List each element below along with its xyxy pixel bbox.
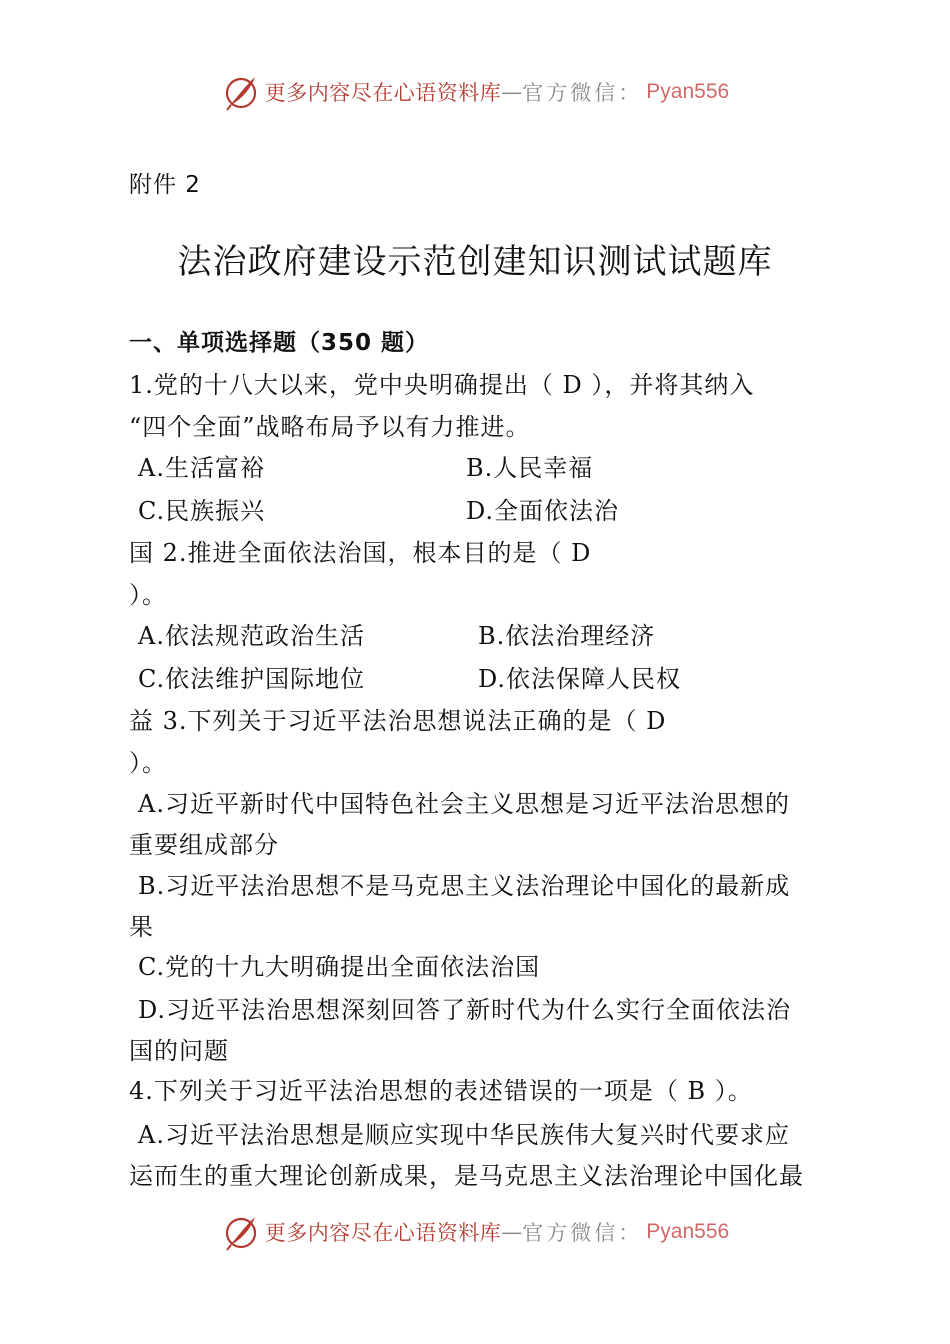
banner-wechat-label: 官方微信： (522, 81, 643, 105)
banner-dash: — (501, 1220, 523, 1244)
question-3-option-d-line-2: 国的问题 (129, 1037, 229, 1065)
question-2-option-a: A.依法规范政治生活 (138, 622, 365, 650)
question-3-line-1: 益 3.下列关于习近平法治思想说法正确的是（ D (129, 707, 667, 735)
document-title: 法治政府建设示范创建知识测试试题库 (177, 242, 773, 282)
question-3-line-2: ）。 (129, 749, 167, 777)
question-3-option-a-line-1: A.习近平新时代中国特色社会主义思想是习近平法治思想的 (138, 790, 790, 818)
header-banner (0, 70, 950, 114)
question-4-option-a-line-2: 运而生的重大理论创新成果，是马克思主义法治理论中国化最 (129, 1162, 804, 1190)
question-2-line-1: 国 2.推进全面依法治国，根本目的是（ D (129, 539, 592, 567)
banner-wechat-id: Pyan556 (646, 80, 730, 103)
feather-logo-icon (221, 1212, 261, 1252)
question-3-option-d-line-1: D.习近平法治思想深刻回答了新时代为什么实行全面依法治 (138, 996, 792, 1024)
question-4-option-a-line-1: A.习近平法治思想是顺应实现中华民族伟大复兴时代要求应 (138, 1121, 790, 1149)
question-3-option-b-line-1: B.习近平法治思想不是马克思主义法治理论中国化的最新成 (138, 872, 791, 900)
banner-wechat-id: Pyan556 (646, 1220, 730, 1243)
question-3-option-c: C.党的十九大明确提出全面依法治国 (138, 953, 541, 981)
banner-wechat-label: 官方微信： (522, 1221, 643, 1245)
question-2-option-d: D.依法保障人民权 (478, 665, 682, 693)
banner-text: 更多内容尽在心语资料库 (264, 1221, 502, 1245)
question-1-line-1: 1.党的十八大以来，党中央明确提出（ D ），并将其纳入 (129, 371, 755, 399)
section-heading: 一、单项选择题（350 题） (129, 330, 430, 356)
question-2-option-b: B.依法治理经济 (478, 622, 656, 650)
banner-text: 更多内容尽在心语资料库 (264, 81, 502, 105)
question-3-option-b-line-2: 果 (129, 913, 154, 941)
question-1-option-b: B.人民幸福 (466, 454, 594, 482)
banner-dash: — (501, 80, 523, 104)
question-1-option-d: D.全面依法治 (466, 497, 620, 525)
question-1-line-2: “四个全面”战略布局予以有力推进。 (129, 413, 531, 441)
feather-logo-icon (221, 72, 261, 112)
question-3-option-a-line-2: 重要组成部分 (129, 831, 279, 859)
question-2-option-c: C.依法维护国际地位 (138, 665, 366, 693)
attachment-label: 附件 2 (129, 172, 201, 198)
footer-banner (0, 1210, 950, 1254)
question-1-option-a: A.生活富裕 (138, 454, 265, 482)
question-2-line-2: ）。 (129, 581, 167, 609)
question-1-option-c: C.民族振兴 (138, 497, 266, 525)
question-4-line-1: 4.下列关于习近平法治思想的表述错误的一项是（ B ）。 (129, 1077, 753, 1105)
